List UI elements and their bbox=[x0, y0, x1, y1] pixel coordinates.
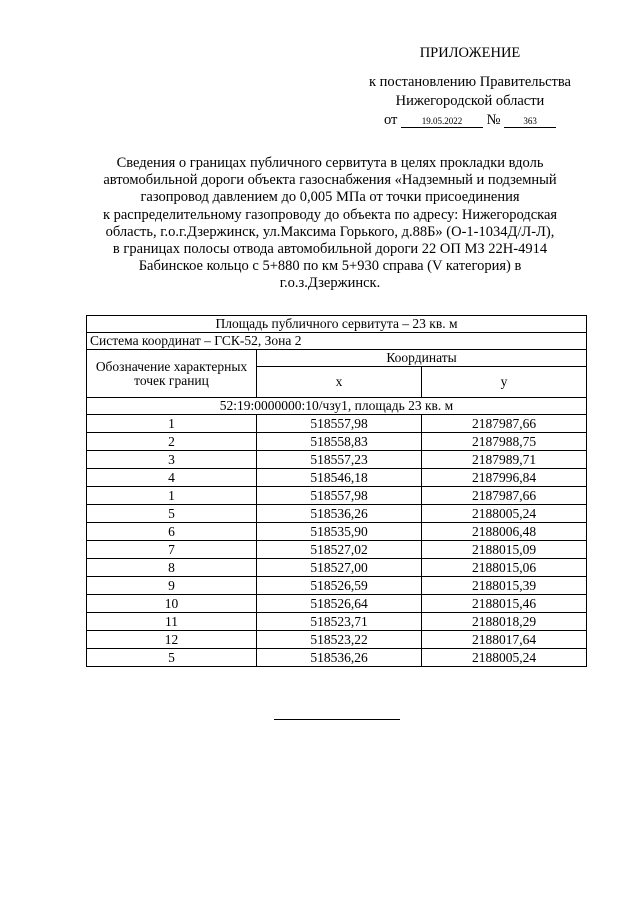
x-cell: 518536,26 bbox=[257, 649, 422, 667]
parcel-caption: 52:19:0000000:10/чзу1, площадь 23 кв. м bbox=[87, 398, 587, 415]
crs-caption: Система координат – ГСК-52, Зона 2 bbox=[87, 333, 587, 350]
table-row bbox=[87, 541, 587, 559]
title-line-3: газопровод давлением до 0,005 МПа от точки присоединения bbox=[140, 189, 520, 206]
table-row bbox=[87, 649, 587, 667]
appendix-block bbox=[360, 44, 580, 130]
point-cell: 5 bbox=[87, 649, 257, 667]
x-cell: 518557,98 bbox=[257, 487, 422, 505]
table-row bbox=[87, 505, 587, 523]
point-cell: 11 bbox=[87, 613, 257, 631]
y-cell: 2187989,71 bbox=[422, 451, 587, 469]
header-point-designation: Обозначение характерных точек границ bbox=[87, 350, 257, 398]
table-row bbox=[87, 487, 587, 505]
document-title bbox=[80, 155, 580, 293]
appendix-date-line bbox=[360, 111, 580, 130]
x-cell: 518523,22 bbox=[257, 631, 422, 649]
title-line-5: область, г.о.г.Дзержинск, ул.Максима Горького, д.88Б» (О-1-1034Д/Л-Л), bbox=[105, 223, 555, 240]
y-cell: 2188005,24 bbox=[422, 649, 587, 667]
y-cell: 2187988,75 bbox=[422, 433, 587, 451]
point-cell: 1 bbox=[87, 415, 257, 433]
table-row bbox=[87, 451, 587, 469]
y-cell: 2188017,64 bbox=[422, 631, 587, 649]
x-cell: 518526,59 bbox=[257, 577, 422, 595]
point-cell: 12 bbox=[87, 631, 257, 649]
x-cell: 518523,71 bbox=[257, 613, 422, 631]
point-cell: 4 bbox=[87, 469, 257, 487]
table-row bbox=[87, 433, 587, 451]
point-cell: 1 bbox=[87, 487, 257, 505]
point-cell: 3 bbox=[87, 451, 257, 469]
table-row bbox=[87, 415, 587, 433]
table-row bbox=[87, 595, 587, 613]
point-cell: 2 bbox=[87, 433, 257, 451]
y-cell: 2188018,29 bbox=[422, 613, 587, 631]
decree-number: 363 bbox=[504, 115, 556, 128]
x-cell: 518527,00 bbox=[257, 559, 422, 577]
x-cell: 518557,98 bbox=[257, 415, 422, 433]
x-cell: 518536,26 bbox=[257, 505, 422, 523]
x-cell: 518535,90 bbox=[257, 523, 422, 541]
point-cell: 10 bbox=[87, 595, 257, 613]
title-line-1: Сведения о границах публичного сервитута в целях прокладки вдоль bbox=[116, 155, 544, 171]
table-row bbox=[87, 631, 587, 649]
appendix-heading: ПРИЛОЖЕНИЕ bbox=[419, 45, 521, 61]
y-cell: 2187987,66 bbox=[422, 415, 587, 433]
y-cell: 2188006,48 bbox=[422, 523, 587, 541]
table-row bbox=[87, 559, 587, 577]
title-line-7: Бабинское кольцо с 5+880 по км 5+930 справа (V категория) в bbox=[138, 258, 522, 275]
y-cell: 2188015,06 bbox=[422, 559, 587, 577]
x-cell: 518558,83 bbox=[257, 433, 422, 451]
x-cell: 518527,02 bbox=[257, 541, 422, 559]
appendix-line-2: Нижегородской области bbox=[395, 93, 545, 109]
appendix-line-1: к постановлению Правительства bbox=[369, 74, 571, 90]
x-cell: 518546,18 bbox=[257, 469, 422, 487]
y-cell: 2188015,39 bbox=[422, 577, 587, 595]
table-row bbox=[87, 613, 587, 631]
point-cell: 5 bbox=[87, 505, 257, 523]
header-x: x bbox=[257, 367, 422, 398]
y-cell: 2187996,84 bbox=[422, 469, 587, 487]
y-cell: 2187987,66 bbox=[422, 487, 587, 505]
y-cell: 2188005,24 bbox=[422, 505, 587, 523]
x-cell: 518526,64 bbox=[257, 595, 422, 613]
header-coordinates: Координаты bbox=[257, 350, 587, 367]
area-caption: Площадь публичного сервитута – 23 кв. м bbox=[87, 316, 587, 333]
number-sign: № bbox=[486, 112, 501, 128]
table-row bbox=[87, 577, 587, 595]
y-cell: 2188015,46 bbox=[422, 595, 587, 613]
header-y: y bbox=[422, 367, 587, 398]
title-line-8: г.о.з.Дзержинск. bbox=[279, 275, 381, 292]
date-prefix: от bbox=[383, 112, 398, 128]
decree-date: 19.05.2022 bbox=[401, 115, 483, 128]
table-row bbox=[87, 469, 587, 487]
point-cell: 8 bbox=[87, 559, 257, 577]
title-line-2: автомобильной дороги объекта газоснабжения «Надземный и подземный bbox=[103, 172, 557, 189]
closing-separator-line bbox=[274, 719, 400, 720]
x-cell: 518557,23 bbox=[257, 451, 422, 469]
coordinates-table bbox=[86, 315, 587, 667]
title-line-4: к распределительному газопроводу до объекта по адресу: Нижегородская bbox=[102, 206, 558, 223]
point-cell: 6 bbox=[87, 523, 257, 541]
point-cell: 7 bbox=[87, 541, 257, 559]
point-cell: 9 bbox=[87, 577, 257, 595]
table-row bbox=[87, 523, 587, 541]
y-cell: 2188015,09 bbox=[422, 541, 587, 559]
title-line-6: в границах полосы отвода автомобильной дороги 22 ОП МЗ 22Н-4914 bbox=[112, 241, 548, 258]
